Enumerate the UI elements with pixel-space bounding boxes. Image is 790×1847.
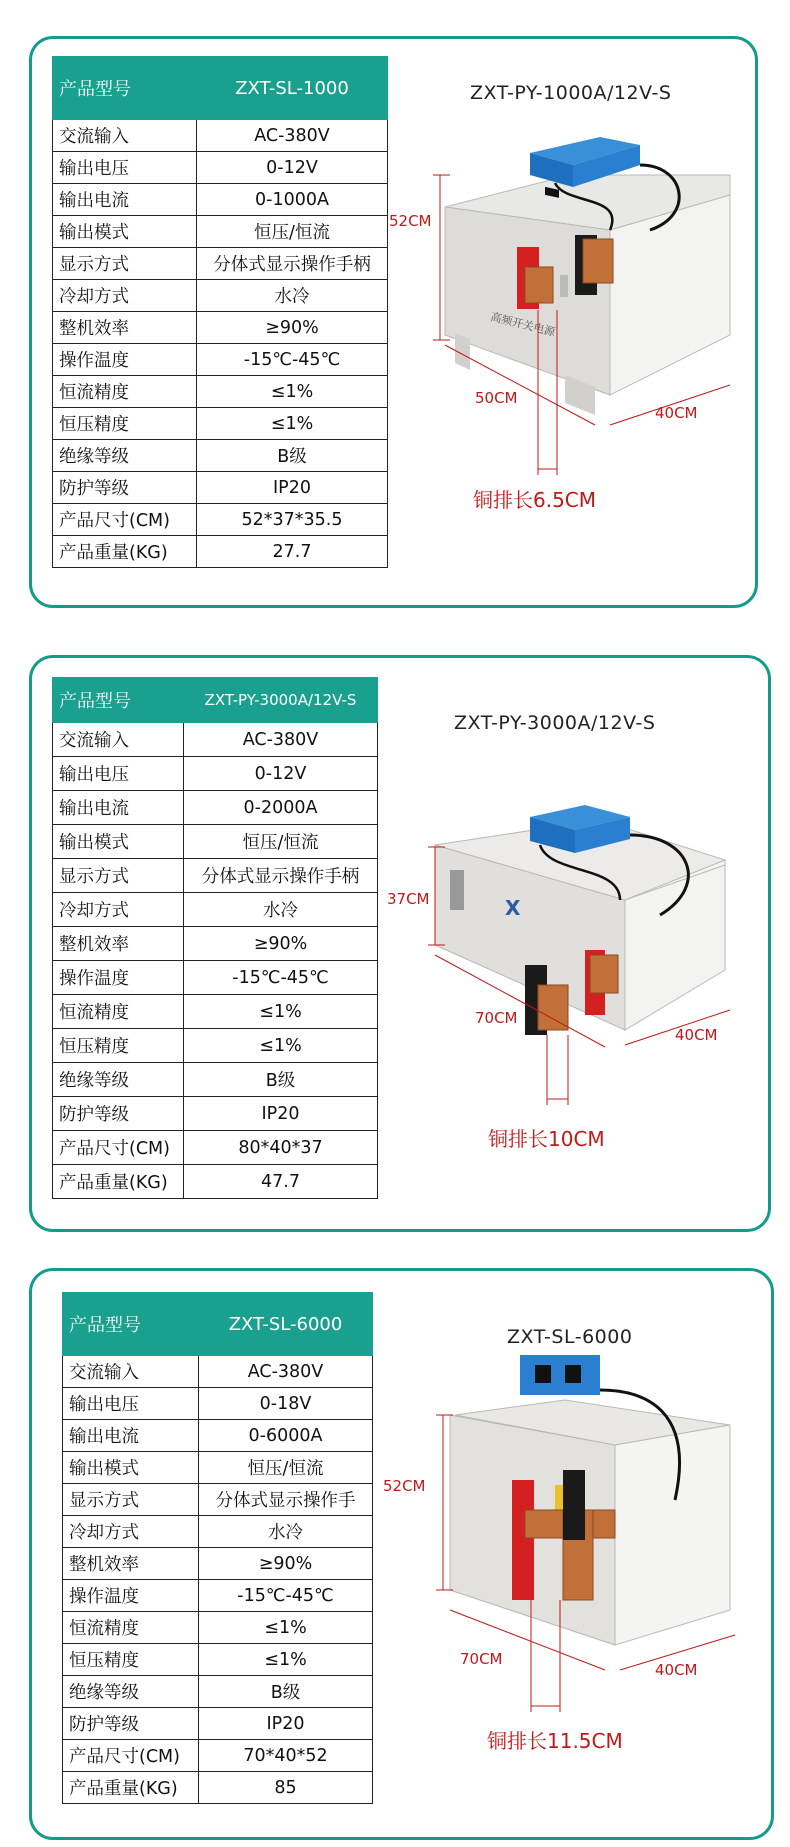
copper-bar-length: 铜排长6.5CM (473, 488, 597, 512)
row-label: 防护等级 (53, 472, 197, 504)
row-label: 输出电压 (63, 1388, 199, 1420)
table-row (53, 280, 388, 312)
row-value: 水冷 (197, 280, 388, 312)
row-value: IP20 (184, 1097, 378, 1131)
depth-dimension: 70CM (460, 1650, 503, 1668)
row-label: 产品尺寸(CM) (53, 504, 197, 536)
row-value: ≤1% (199, 1612, 373, 1644)
height-dimension: 37CM (387, 890, 430, 908)
height-dimension: 52CM (383, 1477, 426, 1495)
table-row (63, 1388, 373, 1420)
row-label: 操作温度 (63, 1580, 199, 1612)
row-value: B级 (184, 1063, 378, 1097)
row-label: 产品重量(KG) (63, 1772, 199, 1804)
row-value: ≤1% (199, 1644, 373, 1676)
row-value: AC-380V (199, 1356, 373, 1388)
table-row (53, 927, 378, 961)
table-row (63, 1644, 373, 1676)
row-value: AC-380V (184, 723, 378, 757)
depth-dimension: 70CM (475, 1009, 518, 1027)
table-row (53, 184, 388, 216)
table-header-row (53, 678, 378, 723)
row-value: B级 (197, 440, 388, 472)
width-dimension: 40CM (675, 1026, 718, 1044)
depth-dimension: 50CM (475, 389, 518, 407)
table-row (63, 1612, 373, 1644)
width-dimension: 40CM (655, 404, 698, 422)
row-value: IP20 (199, 1708, 373, 1740)
table-row (53, 1165, 378, 1199)
table-row (63, 1548, 373, 1580)
row-label: 显示方式 (63, 1484, 199, 1516)
row-label: 防护等级 (63, 1708, 199, 1740)
spec-table-2 (52, 677, 378, 1199)
row-value: 分体式显示操作手柄 (184, 859, 378, 893)
table-row (63, 1516, 373, 1548)
row-label: 显示方式 (53, 859, 184, 893)
spec-table-3 (62, 1292, 373, 1804)
table-row (53, 961, 378, 995)
row-value: 水冷 (199, 1516, 373, 1548)
row-value: -15℃-45℃ (184, 961, 378, 995)
row-label: 绝缘等级 (63, 1676, 199, 1708)
row-label: 冷却方式 (53, 280, 197, 312)
row-label: 输出电压 (53, 757, 184, 791)
table-row (53, 791, 378, 825)
table-row (53, 536, 388, 568)
table-row (63, 1740, 373, 1772)
row-label: 产品尺寸(CM) (53, 1131, 184, 1165)
row-label: 冷却方式 (53, 893, 184, 927)
row-label: 防护等级 (53, 1097, 184, 1131)
row-label: 显示方式 (53, 248, 197, 280)
table-row (63, 1484, 373, 1516)
row-label: 输出模式 (63, 1452, 199, 1484)
table-row (63, 1772, 373, 1804)
table-row (53, 1029, 378, 1063)
spec-table-1 (52, 56, 388, 568)
height-dimension: 52CM (389, 212, 432, 230)
table-row (63, 1580, 373, 1612)
table-row (63, 1708, 373, 1740)
table-row (53, 893, 378, 927)
table-row (53, 120, 388, 152)
table-row (53, 376, 388, 408)
header-model-value: ZXT-SL-6000 (199, 1293, 373, 1356)
row-label: 整机效率 (53, 312, 197, 344)
table-row (53, 312, 388, 344)
row-value: 分体式显示操作手 (199, 1484, 373, 1516)
row-label: 操作温度 (53, 344, 197, 376)
product-photo-3 (383, 1370, 760, 1770)
table-row (53, 248, 388, 280)
row-value: 27.7 (197, 536, 388, 568)
row-value: ≥90% (199, 1548, 373, 1580)
row-value: B级 (199, 1676, 373, 1708)
table-header-row (63, 1293, 373, 1356)
row-label: 产品尺寸(CM) (63, 1740, 199, 1772)
row-label: 交流输入 (53, 723, 184, 757)
row-label: 产品重量(KG) (53, 1165, 184, 1199)
row-label: 整机效率 (63, 1548, 199, 1580)
row-value: AC-380V (197, 120, 388, 152)
table-header-row (53, 57, 388, 120)
table-row (53, 995, 378, 1029)
table-row (63, 1356, 373, 1388)
table-row (53, 216, 388, 248)
row-label: 交流输入 (53, 120, 197, 152)
copper-bar-length: 铜排长11.5CM (487, 1729, 623, 1753)
svg-text:X: X (505, 896, 521, 920)
row-value: 0-18V (199, 1388, 373, 1420)
row-label: 恒流精度 (53, 995, 184, 1029)
table-row (53, 1063, 378, 1097)
row-label: 恒压精度 (63, 1644, 199, 1676)
product-photo-1 (389, 135, 760, 520)
table-row (53, 504, 388, 536)
table-row (53, 723, 378, 757)
row-label: 输出电流 (53, 184, 197, 216)
row-label: 恒压精度 (53, 1029, 184, 1063)
product-photo-2 (387, 805, 760, 1175)
row-value: 恒压/恒流 (199, 1452, 373, 1484)
row-label: 输出模式 (53, 216, 197, 248)
table-row (53, 440, 388, 472)
row-label: 绝缘等级 (53, 440, 197, 472)
header-label: 产品型号 (63, 1293, 199, 1356)
row-value: 0-2000A (184, 791, 378, 825)
row-label: 输出电流 (63, 1420, 199, 1452)
row-value: 47.7 (184, 1165, 378, 1199)
row-label: 输出模式 (53, 825, 184, 859)
row-value: ≥90% (197, 312, 388, 344)
row-value: 恒压/恒流 (184, 825, 378, 859)
row-value: 85 (199, 1772, 373, 1804)
row-value: 恒压/恒流 (197, 216, 388, 248)
row-value: 0-6000A (199, 1420, 373, 1452)
header-label: 产品型号 (53, 678, 184, 723)
row-value: ≤1% (197, 376, 388, 408)
table-row (53, 757, 378, 791)
row-value: IP20 (197, 472, 388, 504)
row-label: 冷却方式 (63, 1516, 199, 1548)
table-row (53, 344, 388, 376)
row-value: ≤1% (197, 408, 388, 440)
header-model-value: ZXT-SL-1000 (197, 57, 388, 120)
row-value: -15℃-45℃ (199, 1580, 373, 1612)
row-label: 产品重量(KG) (53, 536, 197, 568)
row-value: 52*37*35.5 (197, 504, 388, 536)
table-row (63, 1676, 373, 1708)
table-row (63, 1420, 373, 1452)
row-label: 输出电压 (53, 152, 197, 184)
row-value: -15℃-45℃ (197, 344, 388, 376)
row-label: 恒压精度 (53, 408, 197, 440)
row-label: 输出电流 (53, 791, 184, 825)
row-label: 恒流精度 (63, 1612, 199, 1644)
row-label: 操作温度 (53, 961, 184, 995)
row-value: 70*40*52 (199, 1740, 373, 1772)
row-value: ≤1% (184, 1029, 378, 1063)
row-value: 分体式显示操作手柄 (197, 248, 388, 280)
row-value: 0-12V (197, 152, 388, 184)
header-model-value: ZXT-PY-3000A/12V-S (184, 678, 378, 723)
row-label: 恒流精度 (53, 376, 197, 408)
table-row (53, 1131, 378, 1165)
row-label: 整机效率 (53, 927, 184, 961)
front-panel-text: 高频开关电源 (489, 310, 557, 339)
copper-bar-length: 铜排长10CM (488, 1127, 605, 1151)
table-row (53, 408, 388, 440)
table-row (53, 152, 388, 184)
row-label: 交流输入 (63, 1356, 199, 1388)
model-title: ZXT-PY-1000A/12V-S (470, 82, 672, 104)
table-row (53, 825, 378, 859)
table-row (53, 1097, 378, 1131)
row-value: 水冷 (184, 893, 378, 927)
row-value: ≤1% (184, 995, 378, 1029)
row-value: 0-1000A (197, 184, 388, 216)
table-row (53, 472, 388, 504)
width-dimension: 40CM (655, 1661, 698, 1679)
header-label: 产品型号 (53, 57, 197, 120)
row-value: 0-12V (184, 757, 378, 791)
model-title: ZXT-SL-6000 (507, 1326, 633, 1348)
model-title: ZXT-PY-3000A/12V-S (454, 712, 656, 734)
row-label: 绝缘等级 (53, 1063, 184, 1097)
table-row (53, 859, 378, 893)
table-row (63, 1452, 373, 1484)
row-value: 80*40*37 (184, 1131, 378, 1165)
row-value: ≥90% (184, 927, 378, 961)
